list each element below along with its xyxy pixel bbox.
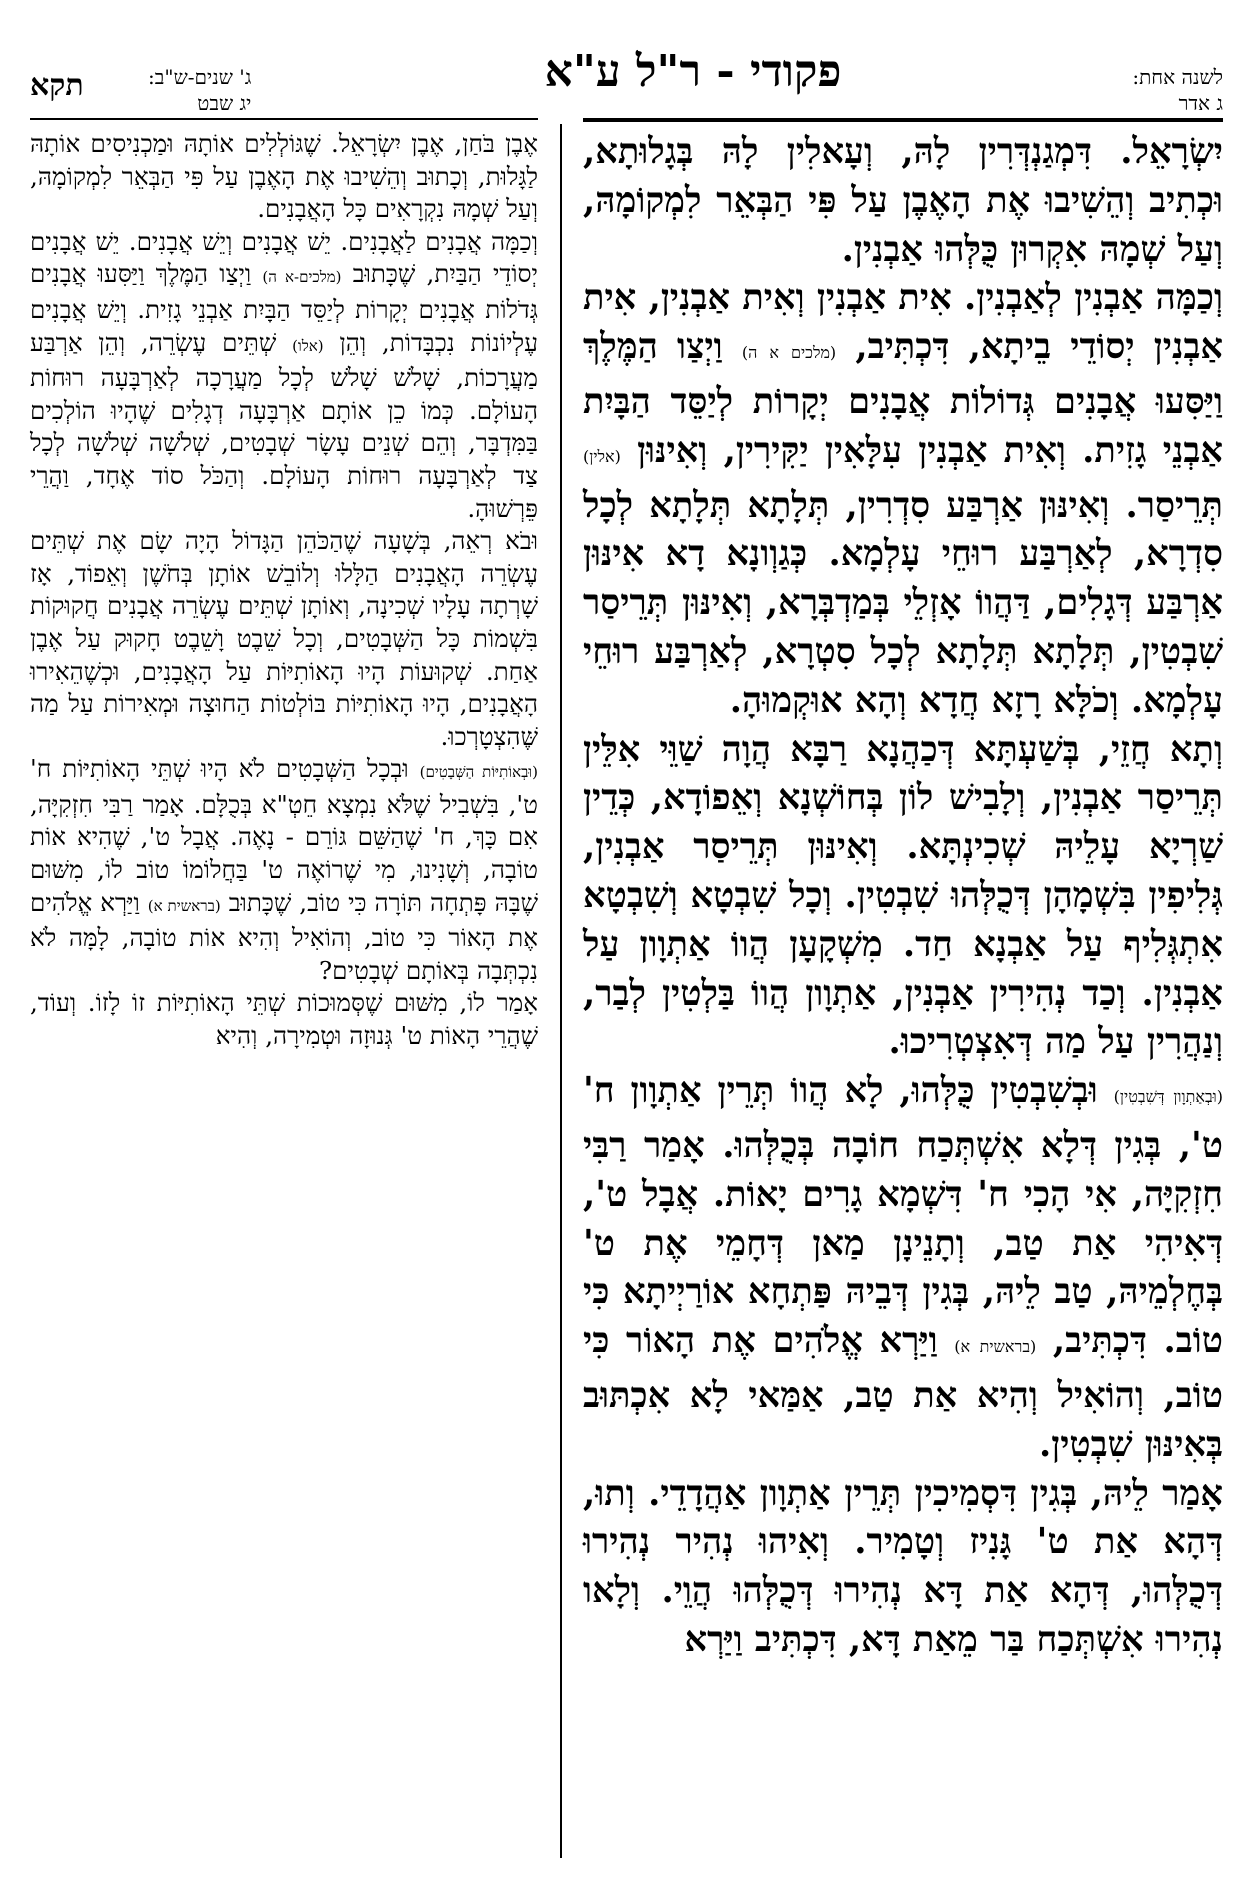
- schedule-label: לשנה אחת:: [1132, 65, 1223, 89]
- paragraph-text: וְכַמָּה אַבְנִין לְאַבְנִין. אִית אַבְנִין וְאִית אַבְנִין, אִית אַבְנִין יְסוֹדֵי בֵיתָא, דִּכְתִּיב,: [583, 277, 1223, 368]
- source-reference: (אלין): [583, 446, 621, 466]
- paragraph: [30, 753, 538, 987]
- schedule-date: ג אדר: [1178, 91, 1223, 115]
- paragraph: [583, 1470, 1223, 1665]
- paragraph: [30, 128, 538, 226]
- paragraph-text: וַיְצַו הַמֶּלֶךְ וַיַּסִּעוּ אֲבָנִים גְּדֹלוֹת אֲבָנִים יְקָרוֹת לְיַסֵּד הַבָּיִת אַבְנֵי גָזִית. וְיֵשׁ אֲבָנִים עֶלְיוֹנוֹת נִכְבָּדוֹת, וְהֵן: [30, 259, 538, 357]
- paragraph: [583, 274, 1223, 725]
- paragraph-text: וּבְכָל הַשְּׁבָטִים לֹא הָיוּ שְׁתֵּי הָאוֹתִיּוֹת ח' ט', בִּשְׁבִיל שֶׁלֹּא נִמְצָא חֵטְ"א בְּכֻלָּם. אָמַר רַבִּי חִזְקִיָּה, אִם כָּךְ, ח' שֶׁהַשֵּׁם גּוֹרֵם - נָאֶה. אֲבָל ט', שֶׁהִיא אוֹת טוֹבָה, וְשָׁנִינוּ, מִי שֶׁרוֹאֶה ט' בַּחֲלוֹמוֹ טוֹב לוֹ, מִשּׁוּם שֶׁבָּהּ פָּתְחָה תּוֹרָה כִּי טוֹב, שֶׁכָּתוּב: [30, 754, 538, 917]
- source-reference: (מלכים א ה): [741, 343, 837, 363]
- schedule-date: יג שבט: [197, 91, 252, 115]
- source-reference: (בראשית א): [954, 1337, 1037, 1357]
- source-reference: (אלו): [292, 336, 324, 355]
- main-text-column: [583, 128, 1223, 1858]
- source-reference: (בראשית א): [147, 896, 221, 915]
- paragraph-text: אָמַר לוֹ, מִשּׁוּם שֶׁסְּמוּכוֹת שְׁתֵּי הָאוֹתִיּוֹת זוֹ לָזוֹ. וְעוֹד, שֶׁהֲרֵי הָאוֹת ט' גְּנוּזָה וּטְמִירָה, וְהִיא: [30, 988, 538, 1051]
- daily-schedule-three-years: [148, 64, 251, 116]
- paragraph-text: אֶבֶן בֹּחַן, אֶבֶן יִשְׂרָאֵל. שֶׁגּוֹלְלִים אוֹתָהּ וּמַכְנִיסִים אוֹתָהּ לַגָּלוּת, וְכָתוּב וְהֵשִׁיבוּ אֶת הָאֶבֶן עַל פִּי הַבְּאֵר לִמְקוֹמָהּ, וְעַל שְׁמָהּ נִקְרָאִים כָּל הָאֲבָנִים.: [30, 129, 538, 224]
- header-rule-main: [583, 118, 1223, 122]
- page-number: תקא: [30, 68, 84, 103]
- source-reference: (וּבְאַתְוָון דְּשִׁבְטִין): [1113, 1087, 1224, 1107]
- translation-column: [30, 128, 538, 1858]
- paragraph-text: וַיַּרְא אֱלֹהִים אֶת הָאוֹר כִּי טוֹב, וְהוֹאִיל וְהִיא אוֹת טוֹבָה, לָמָּה לֹא נִכְתְּבָה בְּאוֹתָם שְׁבָטִים?: [30, 887, 538, 985]
- page-title: פקודי - ר"ל ע"א: [544, 46, 842, 97]
- header-rule-side: [30, 118, 538, 120]
- paragraph-text: אָמַר לֵיהּ, בְּגִין דִּסְמִיכִין תְּרֵין אַתְוָון אַהֲדָדֵי. וְתוּ, דְּהָא אַת ט' גָּנִיז וְטָמִיר. וְאִיהוּ נְהִיר נְהִירוּ דְּכֻלְּהוּ, דְּהָא אַת דָּא נְהִירוּ דְּכֻלְּהוּ הֲוֵי. וְלָאו נְהִירוּ אִשְׁתְּכַח בַּר מֵאַת דָּא, דִּכְתִּיב וַיַּרְא: [583, 1472, 1223, 1660]
- paragraph: [583, 726, 1223, 1068]
- paragraph-text: תְּרֵיסַר. וְאִינּוּן אַרְבַּע סִדְרִין, תְּלָתָא תְּלָתָא לְכָל סִדְרָא, לְאַרְבַּע רוּחֵי עָלְמָא. כְּגַוְונָא דָא אִינּוּן אַרְבַּע דְּגָלִים, דַּהֲווֹ אָזְלֵי בְּמַדְבְּרָא, וְאִינּוּן תְּרֵיסַר שִׁבְטִין, תְּלָתָא תְּלָתָא לְכָל סִטְרָא, לְאַרְבַּע רוּחֵי עָלְמָא. וְכֹלָּא רָזָא חֲדָא וְהָא אוּקְמוּהָ.: [583, 484, 1223, 721]
- paragraph: [30, 525, 538, 753]
- paragraph-text: יִשְׂרָאֵל. דִּמְגַנְדְּרִין לָהּ, וְעָאלִין לָהּ בְּגָלוּתָא, וּכְתִיב וְהֵשִׁיבוּ אֶת הָאֶבֶן עַל פִּי הַבְּאֵר לִמְקוֹמָהּ, וְעַל שְׁמָהּ אִקְרוּן כֻּלְּהוּ אַבְנִין.: [583, 131, 1223, 270]
- paragraph-text: וְתָא חֲזֵי, בְּשַׁעְתָּא דְּכַהֲנָא רַבָּא הֲוָה שַׁוֵּי אִלֵּין תְּרֵיסַר אַבְנִין, וְלָבִישׁ לוֹן בְּחוֹשְׁנָא וְאֵפוֹדָא, כְּדֵין שַׁרְיָא עָלֵיהּ שְׁכִינְתָּא. וְאִינּוּן תְּרֵיסַר אַבְנִין, גְּלִיפִין בִּשְׁמָהָן דְּכֻלְּהוּ שִׁבְטִין. וְכָל שִׁבְטָא וְשִׁבְטָא אִתְגְּלִיף עַל אַבְנָא חַד. מִשְׁקָעָן הֲווֹ אַתְוָון עַל אַבְנִין. וְכַד נְהִירִין אַבְנִין, אַתְוָון הֲווֹ בַּלְטִין לְבַר, וְנַהֲרִין עַל מַה דְּאִצְטְרִיכוּ.: [583, 728, 1223, 1063]
- page: [30, 28, 1223, 1858]
- paragraph-text: וְכַמָּה אֲבָנִים לַאֲבָנִים. יֵשׁ אֲבָנִים וְיֵשׁ אֲבָנִים. יֵשׁ אֲבָנִים יְסוֹדֵי הַבַּיִת, שֶׁכָּתוּב: [30, 226, 538, 289]
- source-reference: (מלכים-א ה): [262, 268, 342, 287]
- paragraph-text: שְׁתֵּים עֶשְׂרֵה, וְהֵן אַרְבַּע מַעֲרָכוֹת, שָׁלֹשׁ שָׁלֹשׁ לְכָל מַעֲרָכָה לְאַרְבָּעָה רוּחוֹת הָעוֹלָם. כְּמוֹ כֵן אוֹתָם אַרְבָּעָה דְגָלִים שֶׁהָיוּ הוֹלְכִים בַּמִּדְבָּר, וְהֵם שְׁנֵים עָשָׂר שְׁבָטִים, שְׁלֹשָׁה שְׁלֹשָׁה לְכָל צַד לְאַרְבָּעָה רוּחוֹת הָעוֹלָם. וְהַכֹּל סוֹד אֶחָד, וַהֲרֵי פֵּרְשׁוּהָ.: [30, 327, 538, 523]
- paragraph-text: וּבְשִׁבְטִין כֻּלְּהוּ, לָא הֲווֹ תְּרֵין אַתְוָון ח' ט', בְּגִין דְּלָא אִשְׁתְּכַח חוֹבָה בְּכֻלְּהוּ. אָמַר רַבִּי חִזְקִיָּה, אִי הָכִי ח' דִּשְׁמָא גָרִים יָאוֹת. אֲבָל ט', דְּאִיהִי אַת טַב, וְתָנֵינָן מַאן דְּחָמֵי אֶת ט' בְּחֶלְמֵיהּ, טַב לֵיהּ, בְּגִין דְּבֵיהּ פַּתְחָא אוֹרַיְיתָא כִּי טוֹב. דִּכְתִּיב,: [583, 1070, 1224, 1362]
- paragraph-text: וּבֹא רְאֵה, בְּשָׁעָה שֶׁהַכֹּהֵן הַגָּדוֹל הָיָה שָׂם אֶת שְׁתֵּים עֶשְׂרֵה הָאֲבָנִים הַלָּלוּ וְלוֹבֵשׁ אוֹתָן בְּחֹשֶׁן וְאֵפוֹד, אָז שָׁרְתָה עָלָיו שְׁכִינָה, וְאוֹתָן שְׁתֵּים עֶשְׂרֵה אֲבָנִים חֲקוּקוֹת בִּשְׁמוֹת כָּל הַשְּׁבָטִים, וְכָל שֵׁבֶט וָשֵׁבֶט חָקוּק עַל אֶבֶן אַחַת. שְׁקוּעוֹת הָיוּ הָאוֹתִיּוֹת עַל הָאֲבָנִים, וּכְשֶׁהֵאִירוּ הָאֲבָנִים, הָיוּ הָאוֹתִיּוֹת בּוֹלְטוֹת הַחוּצָה וּמְאִירוֹת עַל מַה שֶּׁהִצְטָרְכוּ.: [30, 526, 538, 751]
- schedule-label: ג' שנים-ש"ב:: [148, 65, 252, 89]
- daily-schedule-one-year: [1132, 64, 1223, 116]
- paragraph: [583, 1067, 1223, 1469]
- paragraph-text: וַיְצַו הַמֶּלֶךְ וַיַּסִּעוּ אֲבָנִים גְּדוֹלוֹת אֲבָנִים יְקָרוֹת לְיַסֵּד הַבָּיִת אַבְנֵי גָזִית. וְאִית אַבְנִין עִלָּאִין יַקִּירִין, וְאִינּוּן: [583, 326, 1223, 471]
- paragraph: [30, 987, 538, 1052]
- paragraph: [583, 128, 1223, 274]
- paragraph: [30, 226, 538, 525]
- paragraph-text: וַיַּרְא אֱלֹהִים אֶת הָאוֹר כִּי טוֹב, וְהוֹאִיל וְהִיא אַת טַב, אַמַּאי לָא אִכְתּוּב בְּאִינּוּן שִׁבְטִין.: [583, 1320, 1223, 1465]
- source-reference: (וּבְאוֹתִיּוֹת הַשְּׁבָטִים): [419, 763, 538, 782]
- page-header: [30, 28, 1223, 128]
- column-divider: [560, 124, 562, 1858]
